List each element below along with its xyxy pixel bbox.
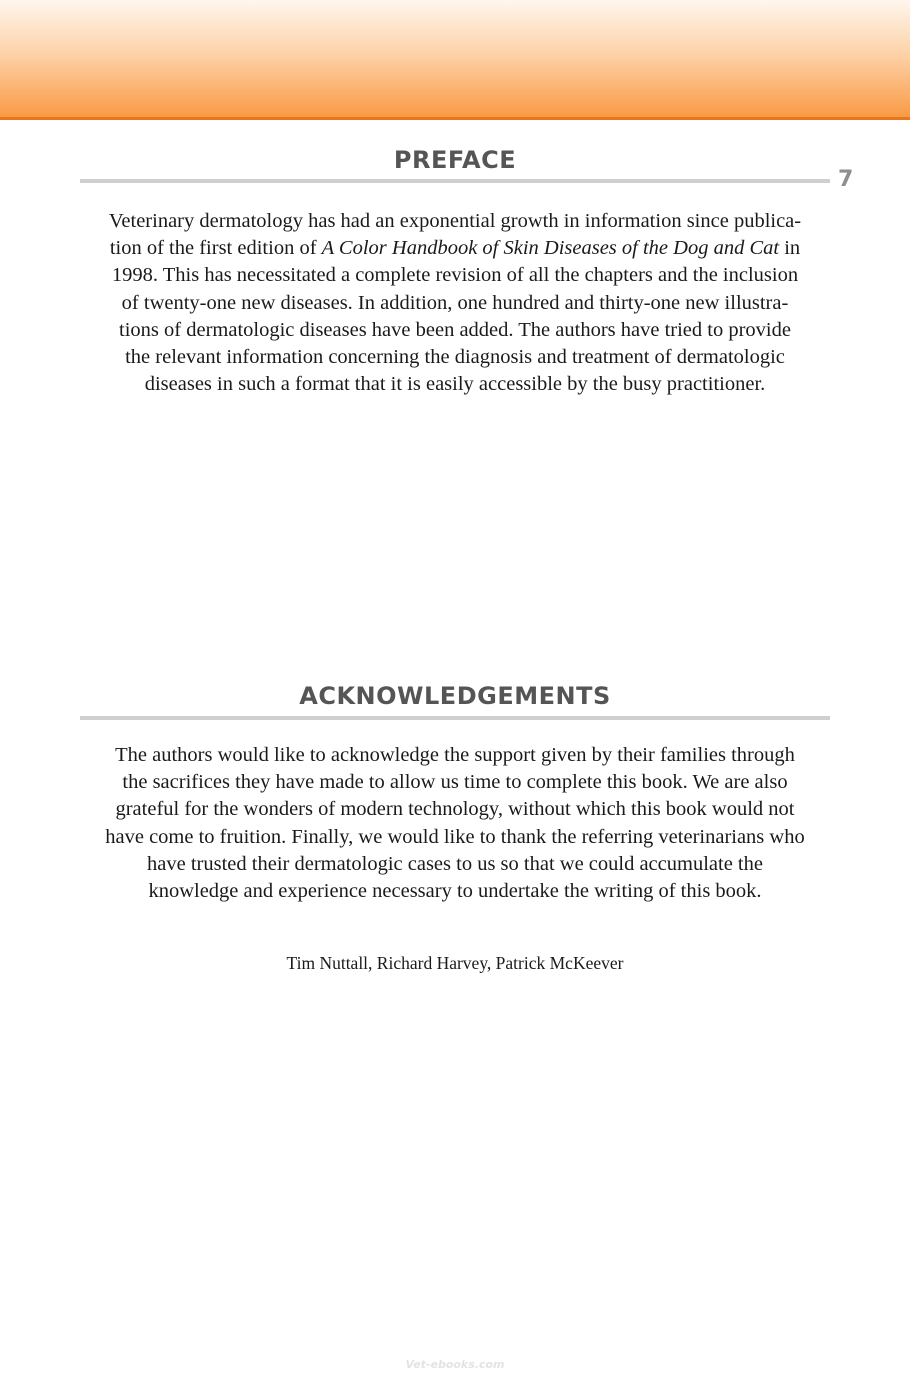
page-number: 7 [838, 167, 854, 192]
preface-heading: PREFACE [393, 146, 517, 174]
preface-line-2 [80, 235, 830, 262]
acknowledgements-divider [80, 716, 830, 720]
preface-line-2-prefix: tion of the first edition of [109, 237, 317, 260]
author-signature: Tim Nuttall, Richard Harvey, Patrick McKeever [286, 953, 624, 973]
acknowledgements-line-6: knowledge and experience necessary to undertake the writing of this book. [148, 880, 762, 903]
preface-line-7: diseases in such a format that it is easily accessible by the busy practitioner. [144, 373, 766, 396]
preface-line-5: tions of dermatologic diseases have been added. The authors have tried to provide [119, 318, 791, 341]
acknowledgements-line-3: grateful for the wonders of modern technology, without which this book would not [115, 798, 795, 821]
preface-line-1: Veterinary dermatology has had an exponential growth in information since publica- [108, 210, 802, 232]
preface-line-3: 1998. This has necessitated a complete revision of all the chapters and the inclusion [111, 264, 799, 287]
acknowledgements-paragraph [80, 742, 830, 905]
preface-line-4: of twenty-one new diseases. In addition, one hundred and thirty-one new illustra- [121, 291, 789, 314]
preface-divider [80, 179, 830, 183]
acknowledgements-line-4: have come to fruition. Finally, we would like to thank the referring veterinarians who [105, 825, 805, 848]
preface-line-6: the relevant information concerning the diagnosis and treatment of dermatologic [125, 346, 785, 369]
watermark-logo: Vet-ebooks.com [405, 1358, 505, 1371]
header-gradient-band [0, 0, 910, 120]
book-title: A Color Handbook of Skin Diseases of the Dog and Cat [321, 237, 780, 260]
acknowledgements-line-2: the sacrifices they have made to allow us time to complete this book. We are also [122, 771, 788, 794]
acknowledgements-line-5: have trusted their dermatologic cases to us so that we could accumulate the [147, 852, 763, 875]
acknowledgements-line-1: The authors would like to acknowledge the support given by their families through [115, 744, 795, 766]
preface-paragraph [80, 208, 830, 398]
preface-line-2-suffix: in [784, 237, 801, 260]
acknowledgements-heading: ACKNOWLEDGEMENTS [299, 682, 611, 710]
